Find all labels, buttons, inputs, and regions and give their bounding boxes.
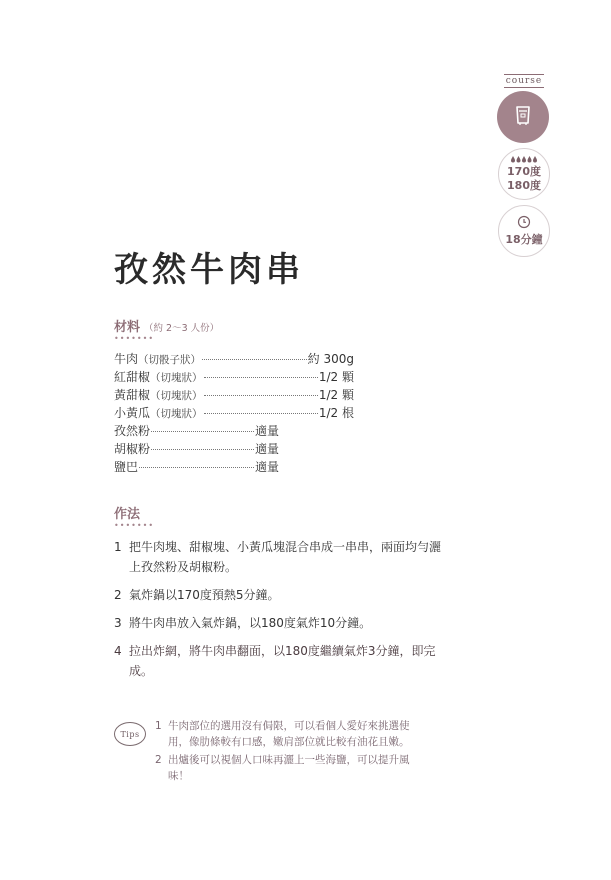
tips-badge: Tips <box>114 722 146 746</box>
step-text: 拉出炸網，將牛肉串翻面，以180度繼續氣炸3分鐘，即完成。 <box>129 644 436 678</box>
ingredient-name: 牛肉 <box>114 352 139 366</box>
ingredient-amount: 1/2 根 <box>318 406 354 420</box>
ingredient-list <box>114 350 354 476</box>
tip-number: 2 <box>155 754 162 766</box>
recipe-title: 孜然牛肉串 <box>114 250 304 290</box>
ingredient-amount: 約 300g <box>307 352 354 366</box>
temperature-drops-icon <box>511 155 537 165</box>
step-item <box>114 641 444 681</box>
step-text: 氣炸鍋以170度預熱5分鐘。 <box>129 588 280 602</box>
ingredient-row <box>114 422 279 440</box>
dot-leader <box>202 359 307 360</box>
temperature-badge <box>498 148 550 200</box>
step-list <box>114 537 444 689</box>
air-fryer-icon <box>510 102 536 132</box>
temperature-line-1: 170度 <box>507 165 541 178</box>
ingredients-header <box>114 316 219 343</box>
step-item <box>114 585 444 605</box>
ingredient-name: 孜然粉 <box>114 424 151 438</box>
dot-leader <box>204 377 318 378</box>
ingredient-amount: 適量 <box>254 442 279 456</box>
cooking-time: 18分鐘 <box>505 233 543 246</box>
step-text: 將牛肉串放入氣炸鍋，以180度氣炸10分鐘。 <box>129 616 372 630</box>
ingredient-name: 小黃瓜 <box>114 406 151 420</box>
method-heading: 作法 <box>114 507 141 522</box>
tip-number: 1 <box>155 720 162 732</box>
ingredient-row <box>114 368 354 386</box>
step-number: 4 <box>114 644 122 658</box>
ingredient-row <box>114 386 354 404</box>
ingredient-name: 鹽巴 <box>114 460 139 474</box>
course-label: course <box>505 76 543 86</box>
ingredient-row <box>114 404 354 422</box>
clock-icon <box>517 215 531 233</box>
serving-size: （約 2～3 人份） <box>144 323 220 334</box>
heading-divider: ••••••• <box>114 521 155 530</box>
step-item <box>114 537 444 577</box>
step-item <box>114 613 444 633</box>
dot-leader <box>139 467 254 468</box>
tip-item <box>155 752 425 784</box>
ingredient-note: （切塊狀） <box>150 390 203 402</box>
dot-leader <box>151 431 254 432</box>
step-text: 把牛肉塊、甜椒塊、小黃瓜塊混合串成一串串，兩面均勻灑上孜然粉及胡椒粉。 <box>129 540 442 574</box>
tip-text: 出爐後可以視個人口味再灑上一些海鹽，可以提升風味！ <box>168 754 410 782</box>
method-header <box>114 503 154 530</box>
ingredient-name: 黃甜椒 <box>114 388 151 402</box>
ingredient-name: 胡椒粉 <box>114 442 151 456</box>
heading-divider: ••••••• <box>114 334 155 343</box>
ingredient-row <box>114 458 279 476</box>
ingredient-note: （切骰子狀） <box>138 354 202 366</box>
ingredient-row <box>114 440 279 458</box>
ingredient-row <box>114 350 354 368</box>
step-number: 3 <box>114 616 122 630</box>
dot-leader <box>151 449 254 450</box>
course-badge <box>497 91 549 143</box>
ingredient-note: （切塊狀） <box>150 408 203 420</box>
dot-leader <box>204 395 318 396</box>
tips-list <box>155 718 425 786</box>
ingredient-note: （切塊狀） <box>150 372 203 384</box>
tip-text: 牛肉部位的選用沒有侷限，可以看個人愛好來挑選使用，像肋條較有口感，嫩肩部位就比較有油花且嫩。 <box>168 720 410 748</box>
dot-leader <box>204 413 318 414</box>
step-number: 2 <box>114 588 122 602</box>
ingredient-amount: 1/2 顆 <box>318 370 354 384</box>
step-number: 1 <box>114 540 122 554</box>
ingredient-amount: 1/2 顆 <box>318 388 354 402</box>
ingredient-name: 紅甜椒 <box>114 370 151 384</box>
time-badge <box>498 205 550 257</box>
ingredient-amount: 適量 <box>254 424 279 438</box>
ingredients-heading: 材料 <box>114 320 141 335</box>
temperature-line-2: 180度 <box>507 179 541 192</box>
ingredient-amount: 適量 <box>254 460 279 474</box>
tip-item <box>155 718 425 750</box>
